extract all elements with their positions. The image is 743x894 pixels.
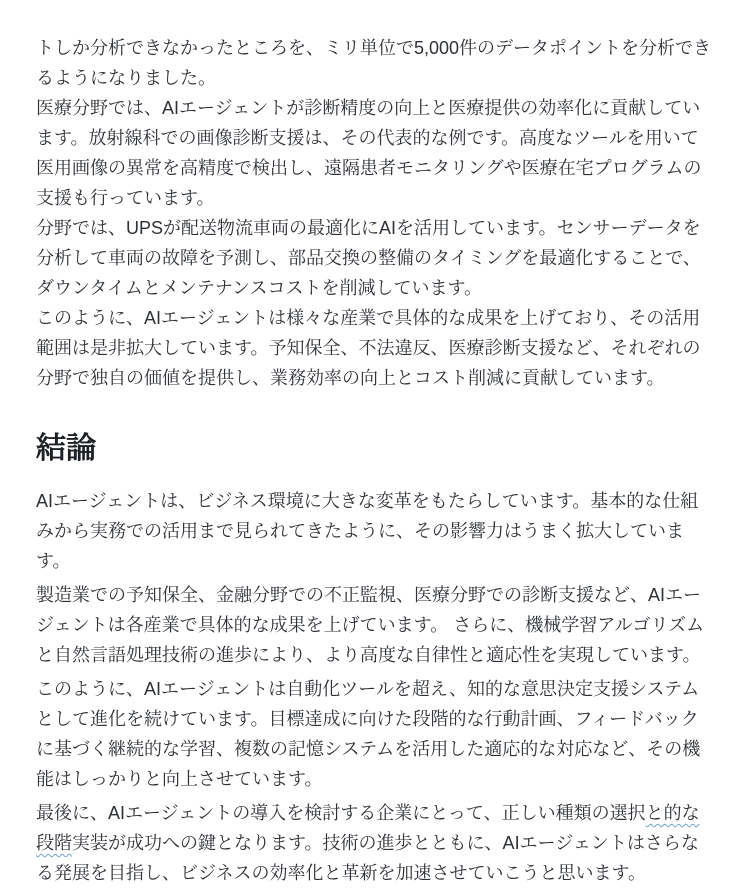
- text-segment: ジェントは各産業で具体的な成果を上げています。 さらに、機械学習アルゴリズム: [36, 615, 705, 635]
- text-segment: 医用画像の異常を高精度で検出し、遠隔患者モニタリングや医療在宅プログラムの: [36, 158, 702, 178]
- text-line: [36, 243, 707, 273]
- paragraph: [36, 486, 707, 576]
- text-segment: 分野で独自の価値を提供し、業務効率の向上とコスト削減に貢献しています。: [36, 368, 665, 388]
- text-segment: 分野では、UPSが配送物流車両の最適化にAIを活用しています。センサーデータを: [36, 218, 701, 238]
- spellcheck-flagged-text[interactable]: と的な: [645, 803, 700, 823]
- text-segment: るようになりました。: [36, 68, 216, 88]
- text-line: [36, 33, 712, 63]
- text-line: [36, 610, 707, 640]
- text-segment: ダウンタイムとメンテナンスコストを削減しています。: [36, 278, 483, 298]
- text-line: [36, 580, 707, 610]
- text-segment: に基づく継続的な学習、複数の記憶システムを活用した適応的な対応など、その機: [36, 739, 701, 759]
- text-line: [36, 303, 707, 333]
- text-segment: 能はしっかりと向上させています。: [36, 769, 323, 789]
- text-line: [36, 858, 707, 888]
- text-segment: 医療分野では、AIエージェントが診断精度の向上と医療提供の効率化に貢献してい: [36, 98, 701, 118]
- text-segment: 分析して車両の故障を予測し、部品交換の整備のタイミングを最適化することで、: [36, 248, 701, 268]
- text-segment: す。: [36, 551, 71, 571]
- text-line: [36, 546, 707, 576]
- text-line: [36, 213, 707, 243]
- text-line: [36, 123, 707, 153]
- text-line: [36, 640, 707, 670]
- paragraph: [36, 213, 707, 303]
- text-line: [36, 486, 707, 516]
- text-line: [36, 93, 707, 123]
- spellcheck-flagged-text[interactable]: 段階: [36, 833, 72, 853]
- text-line: [36, 516, 707, 546]
- paragraph: [36, 303, 707, 393]
- text-line: [36, 798, 707, 828]
- text-line: [36, 674, 707, 704]
- text-segment: 支援も行っています。: [36, 188, 215, 208]
- text-segment: このように、AIエージェントは様々な産業で具体的な成果を上げており、その活用: [36, 308, 701, 328]
- text-line: [36, 828, 707, 858]
- text-segment: 製造業での予知保全、金融分野での不正監視、医療分野での診断支援など、AIエー: [36, 585, 702, 605]
- text-line: [36, 333, 707, 363]
- text-segment: AIエージェントは、ビジネス環境に大きな変革をもたらしています。基本的な仕組: [36, 491, 699, 511]
- paragraph: [36, 674, 707, 794]
- paragraph: [36, 33, 712, 93]
- text-segment: トしか分析できなかったところを、ミリ単位で5,000件のデータポイントを分析でき: [36, 38, 712, 58]
- paragraph: [36, 798, 707, 888]
- text-line: [36, 273, 707, 303]
- text-segment: 範囲は是非拡大しています。予知保全、不法違反、医療診断支援など、それぞれの: [36, 338, 701, 358]
- text-line: [36, 363, 707, 393]
- text-line: [36, 764, 707, 794]
- text-line: [36, 63, 707, 93]
- text-line: [36, 704, 707, 734]
- section-heading: 結論: [36, 432, 96, 465]
- text-line: [36, 734, 707, 764]
- text-segment: る発展を目指し、ビジネスの効率化と革新を加速させていこうと思います。: [36, 863, 647, 883]
- text-segment: ます。放射線科での画像診断支援は、その代表的な例です。高度なツールを用いて: [36, 128, 699, 148]
- document-content: [36, 33, 712, 888]
- text-line: [36, 153, 707, 183]
- text-segment: このように、AIエージェントは自動化ツールを超え、知的な意思決定支援システム: [36, 679, 700, 699]
- paragraph: [36, 93, 707, 213]
- paragraph: [36, 580, 707, 670]
- text-segment: 最後に、AIエージェントの導入を検討する企業にとって、正しい種類の選択: [36, 803, 646, 823]
- text-line: [36, 183, 707, 213]
- text-segment: と自然言語処理技術の進歩により、より高度な自律性と適応性を実現しています。: [36, 645, 701, 665]
- text-segment: として進化を続けています。目標達成に向けた段階的な行動計画、フィードバック: [36, 709, 699, 729]
- text-segment: みから実務での活用まで見られてきたように、その影響力はうまく拡大していま: [36, 521, 684, 541]
- text-segment: 実装が成功への鍵となります。技術の進歩とともに、AIエージェントはさらな: [72, 833, 699, 853]
